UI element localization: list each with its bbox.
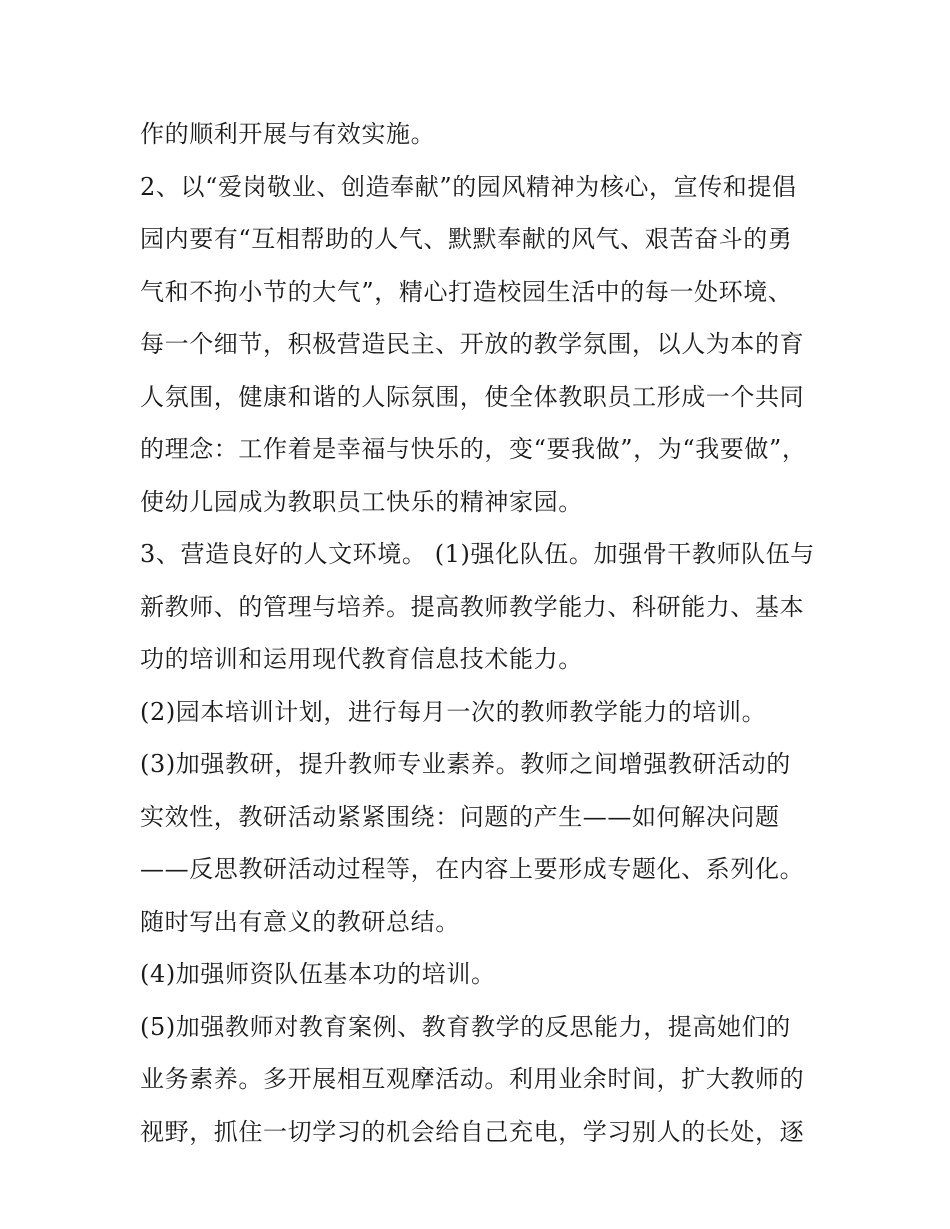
- body-text: [140, 108, 820, 1158]
- text-line: 使幼儿园成为教职员工快乐的精神家园。: [140, 487, 583, 516]
- text-line: 业务素养。多开展相互观摩活动。利用业余时间，扩大教师的: [140, 1065, 805, 1093]
- text-line: 2、以“爱岗敬业、创造奉献”的园风精神为核心，宣传和提倡: [140, 172, 797, 201]
- text-line: 的理念：工作着是幸福与快乐的，变“要我做”，为“我要做”，: [140, 435, 807, 463]
- text-line: 3、营造良好的人文环境。 (1)强化队伍。加强骨干教师队伍与: [140, 540, 815, 568]
- text-line: ——反思教研活动过程等，在内容上要形成专题化、系列化。: [140, 855, 805, 883]
- text-line: 每一个细节，积极营造民主、开放的教学氛围，以人为本的育: [140, 330, 805, 358]
- text-line: 新教师、的管理与培养。提高教师教学能力、科研能力、基本: [140, 592, 805, 621]
- text-line: 人氛围，健康和谐的人际氛围，使全体教职员工形成一个共同: [140, 382, 805, 411]
- text-line: 园内要有“互相帮助的人气、默默奉献的风气、艰苦奋斗的勇: [140, 225, 793, 253]
- text-line: (5)加强教师对教育案例、教育教学的反思能力，提高她们的: [140, 1012, 791, 1041]
- text-line: 随时写出有意义的教研总结。: [140, 907, 460, 936]
- text-line: 气和不拘小节的大气”，精心打造校园生活中的每一处环境、: [140, 277, 793, 306]
- text-line: 视野，抓住一切学习的机会给自己充电，学习别人的长处，逐: [140, 1117, 805, 1146]
- text-line: 作的顺利开展与有效实施。: [140, 120, 436, 148]
- text-line: (3)加强教研，提升教师专业素养。教师之间增强教研活动的: [140, 750, 791, 778]
- text-line: 功的培训和运用现代教育信息技术能力。: [140, 645, 583, 673]
- text-line: 实效性，教研活动紧紧围绕：问题的产生——如何解决问题: [140, 802, 780, 831]
- text-line: (2)园本培训计划，进行每月一次的教师教学能力的培训。: [140, 697, 767, 726]
- text-line: (4)加强师资队伍基本功的培训。: [140, 960, 496, 988]
